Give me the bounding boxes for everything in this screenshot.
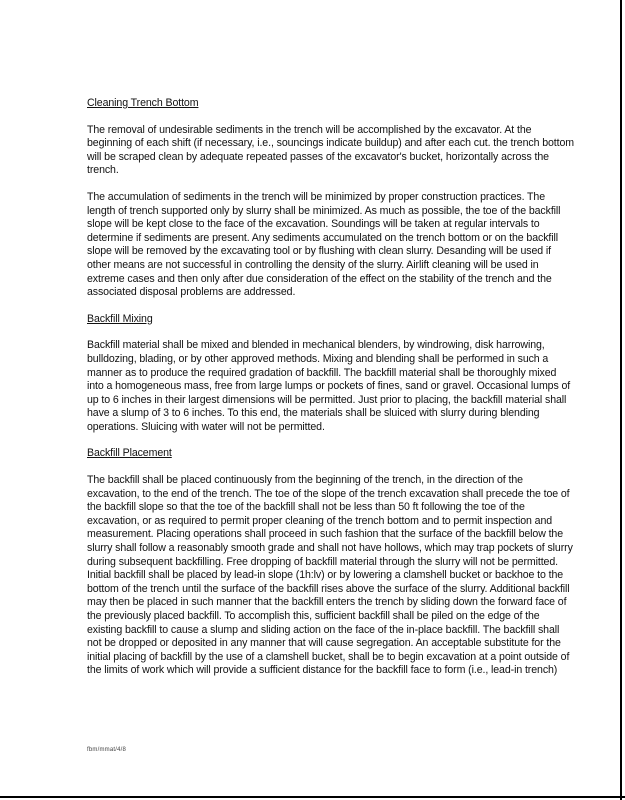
document-body bbox=[87, 97, 575, 678]
paragraph: Backfill material shall be mixed and blended in mechanical blenders, by windrowing, disk harrowing, bulldozing, blading, or by other approved methods. Mixing and blending shall be performed in such a manner as to produce the required gradation of backfill. The backfill material shall be thoroughly mixed into a homogeneous mass, free from large lumps or pockets of fines, sand or gravel. Occasional lumps of up to 6 inches in their largest dimensions will be permitted. Just prior to placing, the backfill material shall have a slump of 3 to 6 inches. To this end, the materials shall be sluiced with slurry during blending operations. Sluicing with water will not be permitted. bbox=[87, 339, 571, 433]
scan-edge-bottom bbox=[0, 796, 625, 798]
document-id-footer: fbm/mmat/4/8 bbox=[87, 747, 127, 753]
section-heading-cleaning-trench-bottom: Cleaning Trench Bottom bbox=[87, 97, 199, 109]
paragraph: The removal of undesirable sediments in the trench will be accomplished by the excavator. At the beginning of each shift (if necessary, i.e., souncings indicate buildup) and after each cut. the trench bottom will be scraped clean by adequate repeated passes of the excavator's bucket, horizontally across the trench. bbox=[87, 123, 575, 177]
scan-edge-right bbox=[620, 0, 622, 800]
paragraph: The backfill shall be placed continuously from the beginning of the trench, in the direction of the excavation, to the end of the trench. The toe of the slope of the trench excavation shall precede the toe of the backfill slope so that the toe of the backfill shall not be less than 50 ft following the toe of the excavation, or as required to permit proper cleaning of the trench bottom and to permit inspection and measurement. Placing operations shall proceed in such fashion that the surface of the backfill below the slurry shall follow a reasonably smooth grade and shall not have hollows, which may trap pockets of slurry during subsequent backfilling. Free dropping of backfill material through the slurry will not be permitted. Initial backfill shall be placed by lead-in slope (1h:lv) or by lowering a clamshell bucket or backhoe to the bottom of the trench until the surface of the backfill rises above the surface of the slurry. Additional backfill may then be placed in such manner that the backfill enters the trench by sliding down the forward face of the previously placed backfill. To accomplish this, sufficient backfill shall be piled on the edge of the existing backfill to cause a slump and sliding action on the face of the in-place backfill. The backfill shall not be dropped or deposited in any manner that will cause segregation. An acceptable substitute for the initial placing of backfill by the use of a clamshell bucket, shall be to begin excavation at a point outside of the limits of work which will provide a sufficient distance for the backfill face to form (i.e., lead-in trench) bbox=[87, 474, 573, 677]
section-heading-backfill-mixing: Backfill Mixing bbox=[87, 312, 153, 325]
paragraph: The accumulation of sediments in the trench will be minimized by proper construction practices. The length of trench supported only by slurry shall be minimized. As much as possible, the toe of the backfill slope will be kept close to the face of the excavation. Soundings will be taken at regular intervals to determine if sediments are present. Any sediments accumulated on the trench bottom or on the backfill slope will be removed by the excavating tool or by flushing with clean slurry. Desanding will be used if other means are not successful in controlling the density of the slurry. Airlift cleaning will be used in extreme cases and then only after due consideration of the effect on the stability of the trench and the associated disposal problems are addressed. bbox=[87, 190, 561, 299]
section-heading-backfill-placement: Backfill Placement bbox=[87, 447, 172, 460]
